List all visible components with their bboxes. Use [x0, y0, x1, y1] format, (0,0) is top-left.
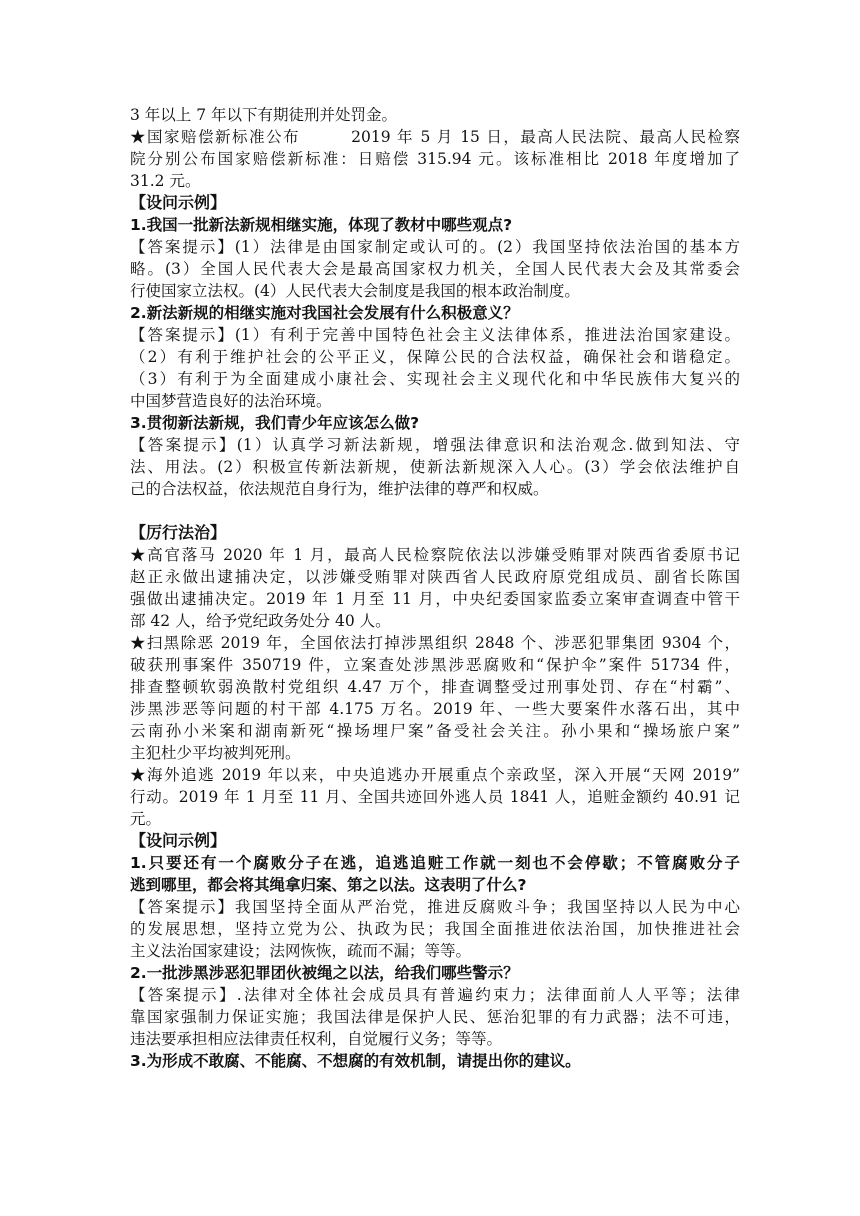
- question-line: 逃到哪里，都会将其绳拿归案、第之以法。这表明了什么?: [130, 876, 527, 894]
- section-heading: 【设问示例】: [130, 193, 227, 212]
- question-line: 2.一批涉黑涉恶犯罪团伙被绳之以法，给我们哪些警示？: [130, 964, 519, 982]
- text-line: 中国梦营造良好的法治环境。: [130, 392, 332, 410]
- text-line: 主义法治国家建设；法网恢恢，疏而不漏；等等。: [130, 942, 472, 960]
- text-block-rule-of-law: [130, 522, 740, 1072]
- text-line: 己的合法权益，依法规范自身行为，维护法律的尊严和权威。: [130, 480, 549, 498]
- section-heading: 【设问示例】: [130, 831, 227, 850]
- question-line: 3.为形成不敢腐、不能腐、不想腐的有效机制，请提出你的建议。: [130, 1052, 581, 1070]
- text-line: 涉黑涉恶等问题的村干部 4.175 万名。2019 年、一些大要案件水落石出，其中: [130, 700, 740, 718]
- text-line: 【答案提示】(1）认真学习新法新规，增强法律意识和法治观念.做到知法、守: [130, 436, 740, 454]
- text-line: 排查整顿软弱涣散村党组织 4.47 万个，排查调整受过刑事处罚、存在“村霸”、: [130, 678, 740, 696]
- text-line: （3）有利于为全面建成小康社会、实现社会主义现代化和中华民族伟大复兴的: [130, 370, 740, 388]
- question-line: 1.只要还有一个腐败分子在逃，追逃追赃工作就一刻也不会停歇；不管腐败分子: [130, 854, 740, 872]
- text-line: ★国家赔偿新标准公布 2019 年 5 月 15 日，最高人民法院、最高人民检察: [130, 128, 740, 146]
- text-line: 31.2 元。: [130, 172, 201, 190]
- text-line: 院分别公布国家赔偿新标准：日赔偿 315.94 元。该标准相比 2018 年度增加了: [130, 150, 740, 168]
- text-line: 云南孙小米案和湖南新死“操场埋尸案”备受社会关注。孙小果和“操场旅户案”: [130, 722, 740, 740]
- text-line: 【答案提示】.法律对全体社会成员具有普遍约束力；法律面前人人平等；法律: [130, 986, 740, 1004]
- text-line: 破获刑事案件 350719 件，立案查处涉黑涉恶腐败和“保护伞”案件 51734 件，: [130, 656, 740, 674]
- question-line: 2.新法新规的相继实施对我国社会发展有什么积极意义？: [130, 304, 519, 322]
- section-heading: 【厉行法治】: [130, 523, 227, 542]
- text-line: 靠国家强制力保证实施；我国法律是保护人民、惩治犯罪的有力武器；法不可违，: [130, 1008, 740, 1026]
- text-line: 违法要承担相应法律责任权利，自觉履行义务；等等。: [130, 1030, 503, 1048]
- text-line: 赵正永做出逮捕决定，以涉嫌受贿罪对陕西省人民政府原党组成员、副省长陈国: [130, 568, 740, 586]
- document-page: [130, 104, 740, 1072]
- text-line: 3 年以上 7 年以下有期徒刑并处罚金。: [130, 106, 398, 124]
- text-line: ★高官落马 2020 年 1 月，最高人民检察院依法以涉嫌受贿罪对陕西省委原书记: [130, 546, 740, 564]
- text-line: （2）有利于维护社会的公平正义，保障公民的合法权益，确保社会和谐稳定。: [130, 348, 740, 366]
- text-line: 【答案提示】(1）法律是由国家制定或认可的。(2）我国坚持依法治国的基本方: [130, 238, 740, 256]
- text-block-legal-news: [130, 104, 740, 500]
- text-line: ★海外追逃 2019 年以来，中央追逃办开展重点个亲政坚，深入开展“天网 2019”: [130, 766, 740, 784]
- text-line: 行使国家立法权。(4）人民代表大会制度是我国的根本政治制度。: [130, 282, 580, 300]
- text-line: 部 42 人，给予党纪政务处分 40 人。: [130, 612, 391, 630]
- text-line: 的发展思想，坚持立党为公、执政为民；我国全面推进依法治国，加快推进社会: [130, 920, 740, 938]
- text-line: 【答案提示】我国坚持全面从严治党，推进反腐败斗争；我国坚持以人民为中心: [130, 898, 740, 916]
- text-line: 主犯杜少平均被判死刑。: [130, 744, 301, 762]
- text-line: 元。: [130, 810, 162, 828]
- text-line: ★扫黑除恶 2019 年，全国依法打掉涉黑组织 2848 个、涉恶犯罪集团 9304 个，: [130, 634, 740, 652]
- question-line: 1.我国一批新法新规相继实施，体现了教材中哪些观点?: [130, 216, 513, 234]
- text-line: 强做出逮捕决定。2019 年 1 月至 11 月，中央纪委国家监委立案审查调查中管干: [130, 590, 740, 608]
- paragraph-gap: [130, 500, 740, 522]
- text-line: 略。(3）全国人民代表大会是最高国家权力机关，全国人民代表大会及其常委会: [130, 260, 740, 278]
- text-line: 行动。2019 年 1 月至 11 月、全国共迹回外逃人员 1841 人，追赃金额约 40.91 记: [130, 788, 740, 806]
- question-line: 3.贯彻新法新规，我们青少年应该怎么做?: [130, 414, 420, 432]
- text-line: 【答案提示】(1）有利于完善中国特色社会主义法律体系，推进法治国家建设。: [130, 326, 740, 344]
- text-line: 法、用法。(2）积极宣传新法新规，使新法新规深入人心。(3）学会依法维护自: [130, 458, 740, 476]
